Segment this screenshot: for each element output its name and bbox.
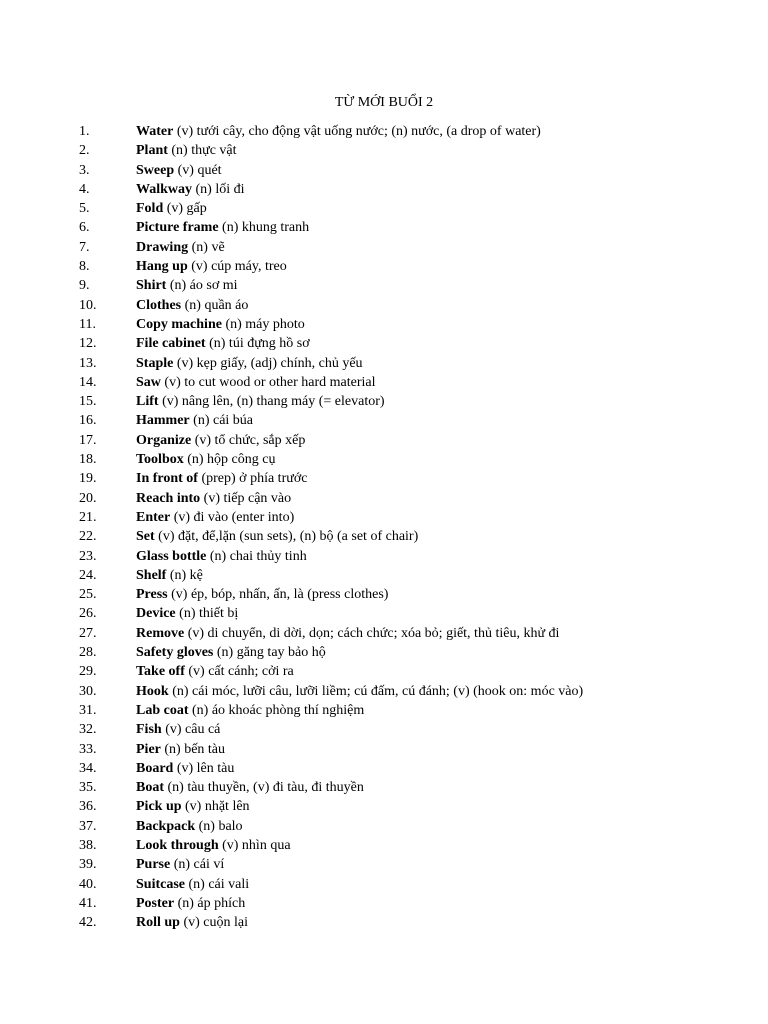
item-entry bbox=[136, 373, 376, 392]
vocab-term: Fold bbox=[136, 201, 164, 217]
vocab-definition: (n) áo khoác phòng thí nghiệm bbox=[192, 702, 365, 718]
list-item bbox=[0, 276, 768, 295]
item-number: 19. bbox=[79, 471, 97, 487]
item-entry bbox=[136, 141, 237, 160]
list-item bbox=[0, 875, 768, 894]
vocab-term: Fish bbox=[136, 722, 162, 738]
vocab-definition: (n) khung tranh bbox=[222, 220, 310, 236]
item-number: 21. bbox=[79, 509, 97, 525]
vocab-definition: (v) di chuyển, di dời, dọn; cách chức; xóa bỏ; giết, thủ tiêu, khử đi bbox=[187, 625, 560, 641]
item-number: 40. bbox=[79, 876, 97, 892]
item-entry bbox=[136, 682, 583, 701]
list-item bbox=[0, 315, 768, 334]
vocab-definition: (v) gấp bbox=[166, 201, 207, 217]
vocab-definition: (n) chai thủy tinh bbox=[209, 548, 307, 564]
item-entry bbox=[136, 450, 276, 469]
vocab-term: Shelf bbox=[136, 567, 167, 583]
item-number: 13. bbox=[79, 355, 97, 371]
item-entry bbox=[136, 276, 238, 295]
vocab-term: Pick up bbox=[136, 799, 182, 815]
list-item bbox=[0, 411, 768, 430]
list-item bbox=[0, 894, 768, 913]
item-entry bbox=[136, 257, 287, 276]
item-entry bbox=[136, 817, 243, 836]
page-title: TỪ MỚI BUỔI 2 bbox=[334, 95, 434, 110]
vocab-definition: (n) máy photo bbox=[225, 316, 305, 332]
vocab-definition: (prep) ở phía trước bbox=[201, 471, 308, 487]
item-entry bbox=[136, 508, 294, 527]
item-number: 32. bbox=[79, 722, 97, 738]
item-entry bbox=[136, 604, 238, 623]
vocab-definition: (v) to cut wood or other hard material bbox=[164, 374, 376, 390]
item-number: 38. bbox=[79, 837, 97, 853]
vocab-term: Organize bbox=[136, 432, 192, 448]
vocab-definition: (n) bến tàu bbox=[164, 741, 226, 757]
vocab-definition: (v) ép, bóp, nhấn, ấn, là (press clothes) bbox=[171, 587, 389, 603]
item-number: 27. bbox=[79, 625, 97, 641]
vocab-definition: (v) đi vào (enter into) bbox=[173, 509, 295, 525]
item-number: 10. bbox=[79, 297, 97, 313]
vocabulary-list bbox=[0, 122, 768, 932]
item-number: 4. bbox=[79, 181, 90, 197]
vocab-term: Lift bbox=[136, 394, 159, 410]
vocab-definition: (v) tưới cây, cho động vật uống nước; (n) nước, (a drop of water) bbox=[176, 124, 541, 139]
vocab-term: Drawing bbox=[136, 239, 189, 255]
item-number: 35. bbox=[79, 780, 97, 796]
item-number: 25. bbox=[79, 587, 97, 603]
list-item bbox=[0, 740, 768, 759]
item-number: 42. bbox=[79, 915, 97, 931]
item-number: 41. bbox=[79, 895, 97, 911]
vocab-term: Plant bbox=[136, 143, 168, 159]
item-entry bbox=[136, 740, 225, 759]
vocab-term: Poster bbox=[136, 895, 175, 911]
vocab-definition: (v) nhặt lên bbox=[185, 799, 250, 815]
item-entry bbox=[136, 411, 253, 430]
vocab-term: Press bbox=[136, 587, 168, 603]
vocab-term: Toolbox bbox=[136, 452, 184, 468]
list-item bbox=[0, 682, 768, 701]
vocab-term: Glass bottle bbox=[136, 548, 207, 564]
item-entry bbox=[136, 624, 559, 643]
vocab-definition: (v) nâng lên, (n) thang máy (= elevator) bbox=[162, 394, 385, 410]
list-item bbox=[0, 354, 768, 373]
item-entry bbox=[136, 643, 326, 662]
item-number: 11. bbox=[79, 316, 96, 332]
vocab-term: Pier bbox=[136, 741, 161, 757]
list-item bbox=[0, 469, 768, 488]
vocab-definition: (n) áp phích bbox=[177, 895, 246, 911]
vocab-term: Saw bbox=[136, 374, 161, 390]
vocab-definition: (v) tổ chức, sắp xếp bbox=[194, 432, 306, 448]
list-item bbox=[0, 836, 768, 855]
vocab-term: In front of bbox=[136, 471, 198, 487]
list-item bbox=[0, 450, 768, 469]
list-item bbox=[0, 585, 768, 604]
item-number: 18. bbox=[79, 452, 97, 468]
vocab-term: Clothes bbox=[136, 297, 182, 313]
vocab-definition: (v) nhìn qua bbox=[222, 837, 291, 853]
vocab-term: Look through bbox=[136, 837, 219, 853]
item-number: 28. bbox=[79, 645, 97, 661]
vocab-term: File cabinet bbox=[136, 336, 206, 352]
item-entry bbox=[136, 238, 225, 257]
vocab-term: Picture frame bbox=[136, 220, 219, 236]
item-entry bbox=[136, 662, 294, 681]
vocab-definition: (n) cái móc, lưỡi câu, lưỡi liềm; cú đấm, cú đánh; (v) (hook on: móc vào) bbox=[172, 683, 584, 699]
vocab-definition: (n) cái ví bbox=[173, 857, 225, 873]
vocab-term: Walkway bbox=[136, 181, 193, 197]
list-item bbox=[0, 431, 768, 450]
vocab-term: Board bbox=[136, 760, 174, 776]
item-entry bbox=[136, 527, 418, 546]
item-entry bbox=[136, 875, 249, 894]
list-item bbox=[0, 759, 768, 778]
vocab-term: Staple bbox=[136, 355, 174, 371]
vocab-term: Device bbox=[136, 606, 176, 622]
item-entry bbox=[136, 797, 250, 816]
vocab-term: Remove bbox=[136, 625, 185, 641]
list-item bbox=[0, 238, 768, 257]
item-number: 26. bbox=[79, 606, 97, 622]
vocab-definition: (v) cuộn lại bbox=[183, 915, 248, 931]
vocab-term: Hang up bbox=[136, 259, 188, 275]
item-number: 14. bbox=[79, 374, 97, 390]
vocab-term: Water bbox=[136, 124, 174, 139]
vocab-term: Set bbox=[136, 529, 155, 545]
item-number: 37. bbox=[79, 818, 97, 834]
vocab-term: Reach into bbox=[136, 490, 201, 506]
item-entry bbox=[136, 701, 364, 720]
item-number: 7. bbox=[79, 239, 90, 255]
list-item bbox=[0, 218, 768, 237]
item-number: 9. bbox=[79, 278, 90, 294]
item-entry bbox=[136, 469, 307, 488]
item-number: 29. bbox=[79, 664, 97, 680]
list-item bbox=[0, 566, 768, 585]
item-entry bbox=[136, 759, 234, 778]
vocab-definition: (n) lối đi bbox=[195, 181, 245, 197]
list-item bbox=[0, 624, 768, 643]
item-entry bbox=[136, 296, 248, 315]
vocab-definition: (n) balo bbox=[198, 818, 243, 834]
list-item bbox=[0, 489, 768, 508]
list-item bbox=[0, 508, 768, 527]
item-entry bbox=[136, 489, 291, 508]
vocab-term: Boat bbox=[136, 780, 164, 796]
item-number: 24. bbox=[79, 567, 97, 583]
list-item bbox=[0, 527, 768, 546]
vocab-term: Take off bbox=[136, 664, 185, 680]
vocab-term: Roll up bbox=[136, 915, 180, 931]
item-entry bbox=[136, 566, 203, 585]
item-entry bbox=[136, 199, 207, 218]
list-item bbox=[0, 334, 768, 353]
vocab-definition: (v) cúp máy, treo bbox=[191, 259, 287, 275]
item-entry bbox=[136, 836, 291, 855]
item-number: 33. bbox=[79, 741, 97, 757]
item-number: 6. bbox=[79, 220, 90, 236]
vocab-term: Hook bbox=[136, 683, 169, 699]
list-item bbox=[0, 547, 768, 566]
item-number: 23. bbox=[79, 548, 97, 564]
item-number: 31. bbox=[79, 702, 97, 718]
item-entry bbox=[136, 315, 305, 334]
vocab-definition: (n) quần áo bbox=[184, 297, 249, 313]
item-number: 2. bbox=[79, 143, 90, 159]
item-entry bbox=[136, 122, 541, 141]
list-item bbox=[0, 855, 768, 874]
vocab-definition: (n) cái vali bbox=[188, 876, 250, 892]
list-item bbox=[0, 604, 768, 623]
item-number: 1. bbox=[79, 124, 90, 139]
item-entry bbox=[136, 392, 385, 411]
item-entry bbox=[136, 778, 364, 797]
item-entry bbox=[136, 585, 388, 604]
list-item bbox=[0, 373, 768, 392]
vocab-definition: (v) kẹp giấy, (adj) chính, chủ yếu bbox=[176, 355, 363, 371]
list-item bbox=[0, 199, 768, 218]
list-item bbox=[0, 122, 768, 141]
list-item bbox=[0, 720, 768, 739]
item-number: 12. bbox=[79, 336, 97, 352]
list-item bbox=[0, 180, 768, 199]
vocab-definition: (n) kệ bbox=[169, 567, 203, 583]
item-number: 5. bbox=[79, 201, 90, 217]
vocab-term: Copy machine bbox=[136, 316, 222, 332]
vocab-definition: (n) tàu thuyền, (v) đi tàu, đi thuyền bbox=[167, 780, 364, 796]
list-item bbox=[0, 701, 768, 720]
item-entry bbox=[136, 913, 248, 932]
list-item bbox=[0, 913, 768, 932]
item-entry bbox=[136, 431, 305, 450]
vocab-definition: (n) áo sơ mi bbox=[169, 278, 238, 294]
item-entry bbox=[136, 218, 309, 237]
item-number: 20. bbox=[79, 490, 97, 506]
list-item bbox=[0, 296, 768, 315]
vocab-definition: (v) quét bbox=[177, 162, 222, 178]
list-item bbox=[0, 797, 768, 816]
vocab-definition: (n) cái búa bbox=[193, 413, 254, 429]
item-entry bbox=[136, 180, 245, 199]
vocab-definition: (n) hộp công cụ bbox=[187, 452, 276, 468]
vocab-term: Suitcase bbox=[136, 876, 185, 892]
vocab-definition: (n) vẽ bbox=[191, 239, 225, 255]
item-number: 39. bbox=[79, 857, 97, 873]
item-entry bbox=[136, 894, 245, 913]
vocab-definition: (v) tiếp cận vào bbox=[203, 490, 292, 506]
vocab-definition: (n) túi đựng hồ sơ bbox=[209, 336, 310, 352]
vocab-term: Safety gloves bbox=[136, 645, 214, 661]
vocab-term: Lab coat bbox=[136, 702, 189, 718]
list-item bbox=[0, 161, 768, 180]
item-number: 15. bbox=[79, 394, 97, 410]
vocab-definition: (n) thực vật bbox=[171, 143, 237, 159]
list-item bbox=[0, 257, 768, 276]
item-number: 36. bbox=[79, 799, 97, 815]
vocab-term: Enter bbox=[136, 509, 171, 525]
item-entry bbox=[136, 547, 307, 566]
list-item bbox=[0, 662, 768, 681]
list-item bbox=[0, 141, 768, 160]
vocab-definition: (v) đặt, để,lặn (sun sets), (n) bộ (a set of chair) bbox=[158, 529, 419, 545]
item-entry bbox=[136, 161, 222, 180]
item-number: 8. bbox=[79, 259, 90, 275]
vocab-definition: (n) găng tay bảo hộ bbox=[216, 645, 326, 661]
list-item bbox=[0, 643, 768, 662]
item-entry bbox=[136, 354, 363, 373]
list-item bbox=[0, 392, 768, 411]
item-number: 30. bbox=[79, 683, 97, 699]
item-number: 34. bbox=[79, 760, 97, 776]
item-number: 16. bbox=[79, 413, 97, 429]
vocab-definition: (v) cất cánh; cởi ra bbox=[188, 664, 294, 680]
list-item bbox=[0, 817, 768, 836]
vocab-definition: (n) thiết bị bbox=[179, 606, 239, 622]
item-entry bbox=[136, 334, 310, 353]
item-number: 3. bbox=[79, 162, 90, 178]
item-entry bbox=[136, 720, 220, 739]
item-entry bbox=[136, 855, 224, 874]
vocab-term: Shirt bbox=[136, 278, 167, 294]
vocab-definition: (v) lên tàu bbox=[176, 760, 235, 776]
vocab-term: Hammer bbox=[136, 413, 190, 429]
vocab-term: Backpack bbox=[136, 818, 196, 834]
list-item bbox=[0, 778, 768, 797]
item-number: 22. bbox=[79, 529, 97, 545]
item-number: 17. bbox=[79, 432, 97, 448]
vocab-term: Purse bbox=[136, 857, 171, 873]
vocab-definition: (v) câu cá bbox=[165, 722, 221, 738]
vocab-term: Sweep bbox=[136, 162, 175, 178]
